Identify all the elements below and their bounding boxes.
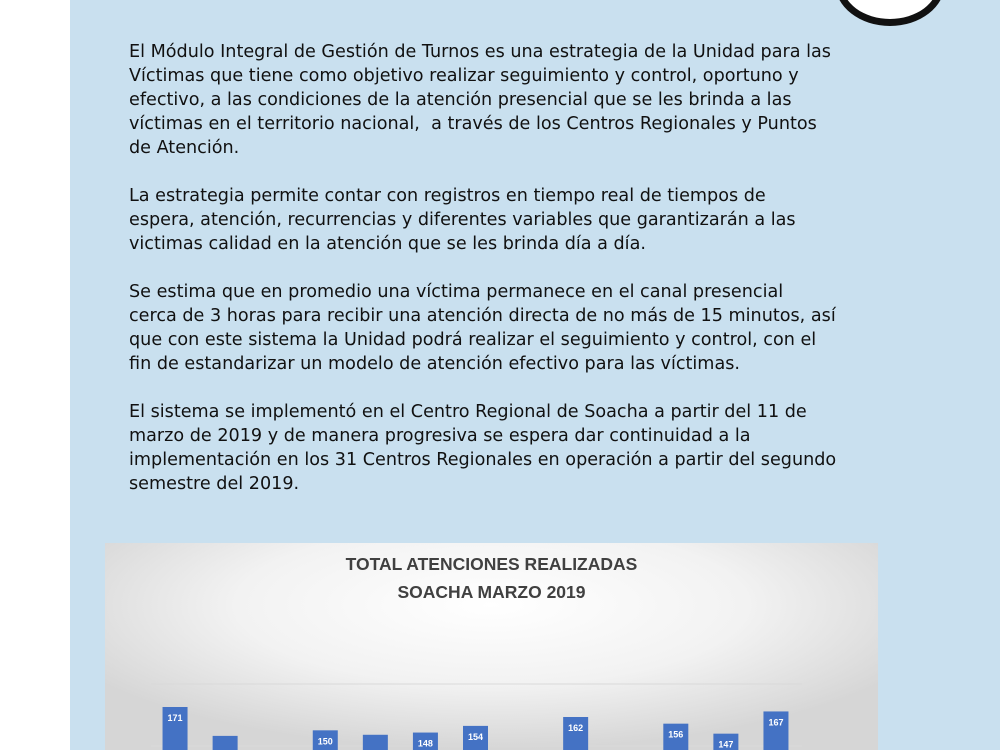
chart-title-line1: TOTAL ATENCIONES REALIZADAS (345, 554, 638, 574)
paragraph-implementation: El sistema se implementó en el Centro Regional de Soacha a partir del 11 de marzo de 2019 y de manera progresiva se espera dar continuidad a la implementación en los 31 Centros Regionales en operación a partir del segundo semestre del 2019. (129, 402, 837, 494)
chart-title-line2: SOACHA MARZO 2019 (397, 582, 586, 602)
bar-value-label: 156 (668, 729, 684, 740)
paragraph-estimate: Se estima que en promedio una víctima permanece en el canal presencial cerca de 3 horas para recibir una atención directa de no más de 15 minutos, así que con este sistema la Unidad podrá realizar el seguimiento y control, con el fin de estandarizar un modelo de atención efectivo para las víctimas. (129, 282, 836, 374)
bar-value-label: 147 (718, 739, 734, 750)
bar-value-label: 150 (317, 736, 333, 747)
paragraph-intro: El Módulo Integral de Gestión de Turnos es una estrategia de la Unidad para las Víctimas que tiene como objetivo realizar seguimiento y control, oportuno y efectivo, a las condiciones de la atención presencial que se les brinda a las víctimas en el territorio nacional, a través de los Centros Regionales y Puntos de Atención. (129, 42, 831, 158)
bar-value-label: 148 (417, 738, 433, 749)
chart-bar (213, 736, 238, 750)
bar-value-label: 167 (768, 717, 784, 728)
chart-bar (563, 717, 588, 750)
paragraph-strategy: La estrategia permite contar con registros en tiempo real de tiempos de espera, atención, recurrencias y diferentes variables que garantizarán a las victimas calidad en la atención que se les brinda día a día. (129, 186, 796, 254)
bar-value-label: 162 (568, 723, 584, 733)
bar-value-label: 154 (467, 731, 484, 742)
chart-bar (363, 735, 388, 750)
bar-value-label: 171 (167, 713, 183, 723)
document-body (129, 40, 929, 520)
attendance-chart (105, 543, 878, 750)
